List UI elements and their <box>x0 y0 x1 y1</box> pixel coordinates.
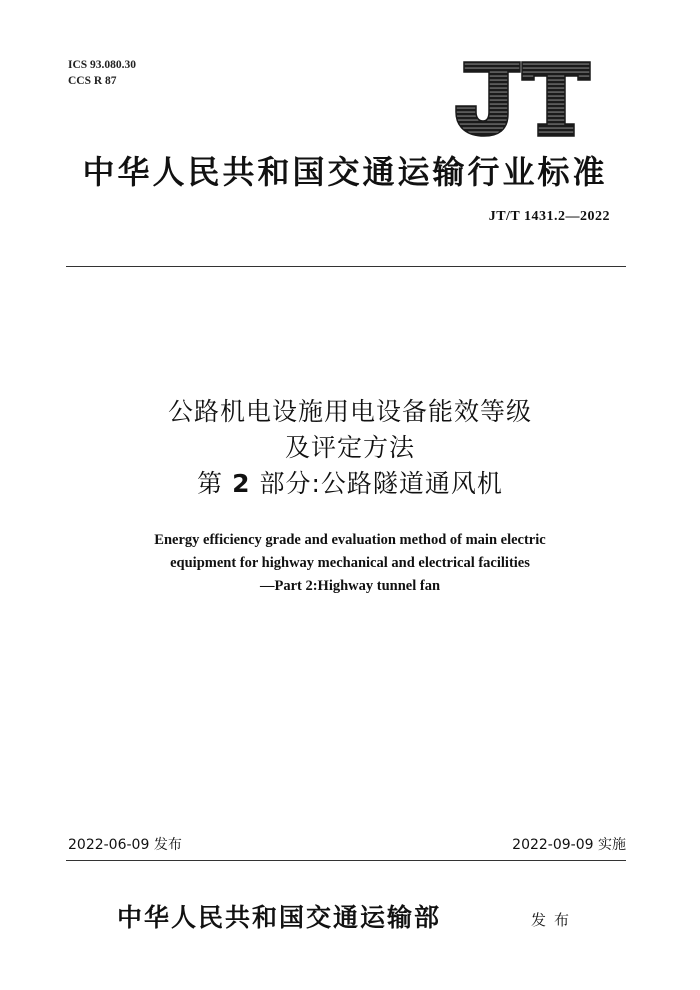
issue-date-value: 2022-06-09 <box>68 837 150 853</box>
english-title <box>0 529 700 598</box>
part-prefix: 第 <box>197 469 224 498</box>
part-suffix: 部分:公路隧道通风机 <box>259 469 503 498</box>
issue-verb: 发布 <box>531 911 578 929</box>
footer-divider <box>66 860 626 861</box>
chinese-title-line-1: 公路机电设施用电设备能效等级 <box>167 397 532 426</box>
issuing-ministry: 中华人民共和国交通运输部 <box>117 903 442 932</box>
implementation-date <box>512 834 626 854</box>
chinese-title-line-2: 及评定方法 <box>284 433 415 462</box>
chinese-title <box>0 394 700 502</box>
jt-logo <box>450 58 595 138</box>
issue-date-label: 发布 <box>153 837 182 853</box>
english-title-line-1: Energy efficiency grade and evaluation method of main electric <box>154 532 546 548</box>
english-title-line-3: —Part 2:Highway tunnel fan <box>259 578 441 594</box>
issue-date <box>68 834 182 854</box>
ccs-code: CCS R 87 <box>68 75 117 87</box>
implementation-date-value: 2022-09-09 <box>512 837 594 853</box>
jt-logo-icon <box>450 58 595 138</box>
implementation-date-label: 实施 <box>598 837 626 853</box>
chinese-title-line-3 <box>0 466 700 502</box>
header-divider <box>66 266 626 267</box>
ics-code: ICS 93.080.30 <box>68 59 137 71</box>
english-title-line-2: equipment for highway mechanical and electrical facilities <box>170 555 530 571</box>
standard-number: JT/T 1431.2—2022 <box>488 209 610 224</box>
classification-codes <box>68 57 136 89</box>
industry-standard-title: 中华人民共和国交通运输行业标准 <box>82 153 608 191</box>
part-number: 2 <box>232 469 251 498</box>
